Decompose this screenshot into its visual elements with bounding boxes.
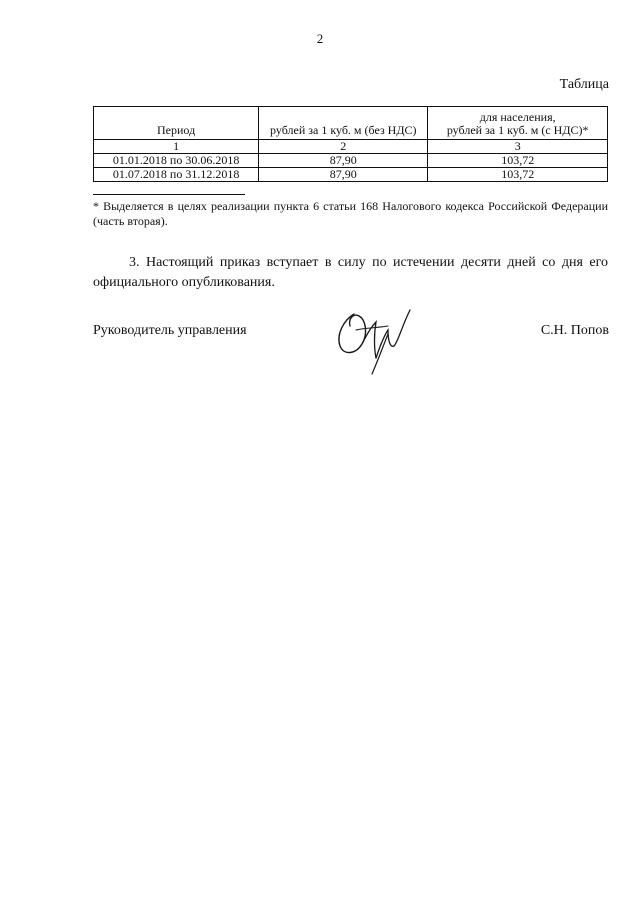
footnote: * Выделяется в целях реализации пункта 6 статьи 168 Налогового кодекса Российской Федерации (часть вторая). [93,199,608,228]
table-row [94,154,608,168]
cell-price-with-vat: 103,72 [428,168,608,182]
table-row [94,168,608,182]
cell-period: 01.07.2018 по 31.12.2018 [94,168,259,182]
cell-period: 01.01.2018 по 30.06.2018 [94,154,259,168]
tariff-table [93,106,608,182]
column-number: 2 [259,140,428,154]
table-header-row [94,107,608,140]
handwritten-signature [326,300,416,378]
footnote-divider [93,194,245,195]
signer-name: С.Н. Попов [540,323,609,338]
column-number: 1 [94,140,259,154]
column-number: 3 [428,140,608,154]
cell-price-no-vat: 87,90 [259,154,428,168]
header-period: Период [94,107,259,140]
signer-title: Руководитель управления [93,323,247,338]
cell-price-with-vat: 103,72 [428,154,608,168]
header-population-line2: рублей за 1 куб. м (с НДС)* [446,123,589,137]
header-population-line1: для населения, [479,110,556,124]
header-price-no-vat: рублей за 1 куб. м (без НДС) [259,107,428,140]
cell-price-no-vat: 87,90 [259,168,428,182]
page-number: 2 [316,31,324,46]
column-number-row [94,140,608,154]
clause-3-paragraph: 3. Настоящий приказ вступает в силу по истечении десяти дней со дня его официального опубликования. [93,255,608,290]
header-price-population [428,107,608,140]
table-caption: Таблица [559,77,609,92]
